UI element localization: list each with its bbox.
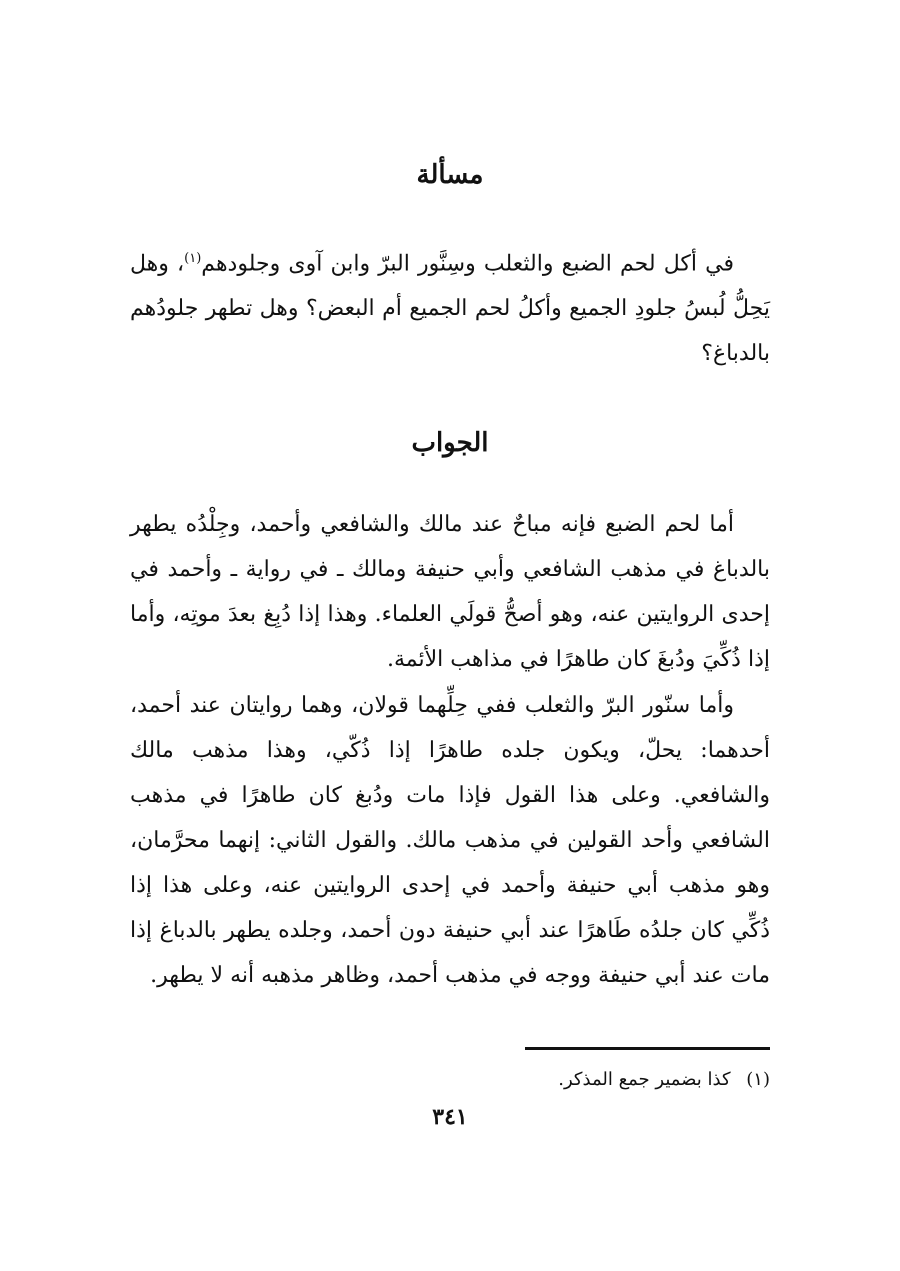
question-heading: مسألة [416, 160, 484, 190]
answer-paragraph-1: أما لحم الضبع فإنه مباحٌ عند مالك والشافعي وأحمد، وجِلْدُه يطهر بالدباغ في مذهب الشافعي وأبي حنيفة ومالك ـ في رواية ـ وأحمد في إحدى الروايتين عنه، وهو أصحُّ قولَي العلماء. وهذا إذا دُبِغ بعدَ موتِه، وأما إذا ذُكِّيَ ودُبغَ كان طاهرًا في مذاهب الأئمة. [130, 512, 770, 672]
question-paragraph [130, 236, 770, 376]
footnote-text: كذا بضمير جمع المذكر. [558, 1069, 731, 1090]
footnote-marker: (١) [746, 1069, 770, 1090]
question-text-part1: في أكل لحم الضبع والثعلب وسِنَّور البرّ وابن آوى وجلودهم [201, 251, 734, 277]
page-number: ٣٤١ [432, 1104, 468, 1130]
question-text-part2: ، وهل يَحِلُّ لُبسُ جلودِ الجميع وأكلُ لحم الجميع أم البعض؟ وهل تطهر جلودُهم بالدباغ؟ [130, 251, 770, 367]
footnote-reference[interactable]: (١) [184, 251, 202, 266]
footnote-divider [525, 1047, 770, 1050]
answer-heading: الجواب [411, 428, 489, 458]
answer-paragraph-2: وأما سنّور البرّ والثعلب ففي حِلِّهما قولان، وهما روايتان عند أحمد، أحدهما: يحلّ، ويكون جلده طاهرًا إذا ذُكّي، وهذا مذهب مالك والشافعي. وعلى هذا القول فإذا مات ودُبغ كان طاهرًا في مذهب الشافعي وأحد القولين في مذهب مالك. والقول الثاني: إنهما محرَّمان، وهو مذهب أبي حنيفة وأحمد في إحدى الروايتين عنه، وعلى هذا إذا ذُكِّي كان جلدُه طَاهرًا عند أبي حنيفة دون أحمد، وجلده يطهر بالدباغ إذا مات عند أبي حنيفة ووجه في مذهب أحمد، وظاهر مذهبه أنه لا يطهر. [130, 693, 770, 988]
footnote [130, 1066, 770, 1094]
